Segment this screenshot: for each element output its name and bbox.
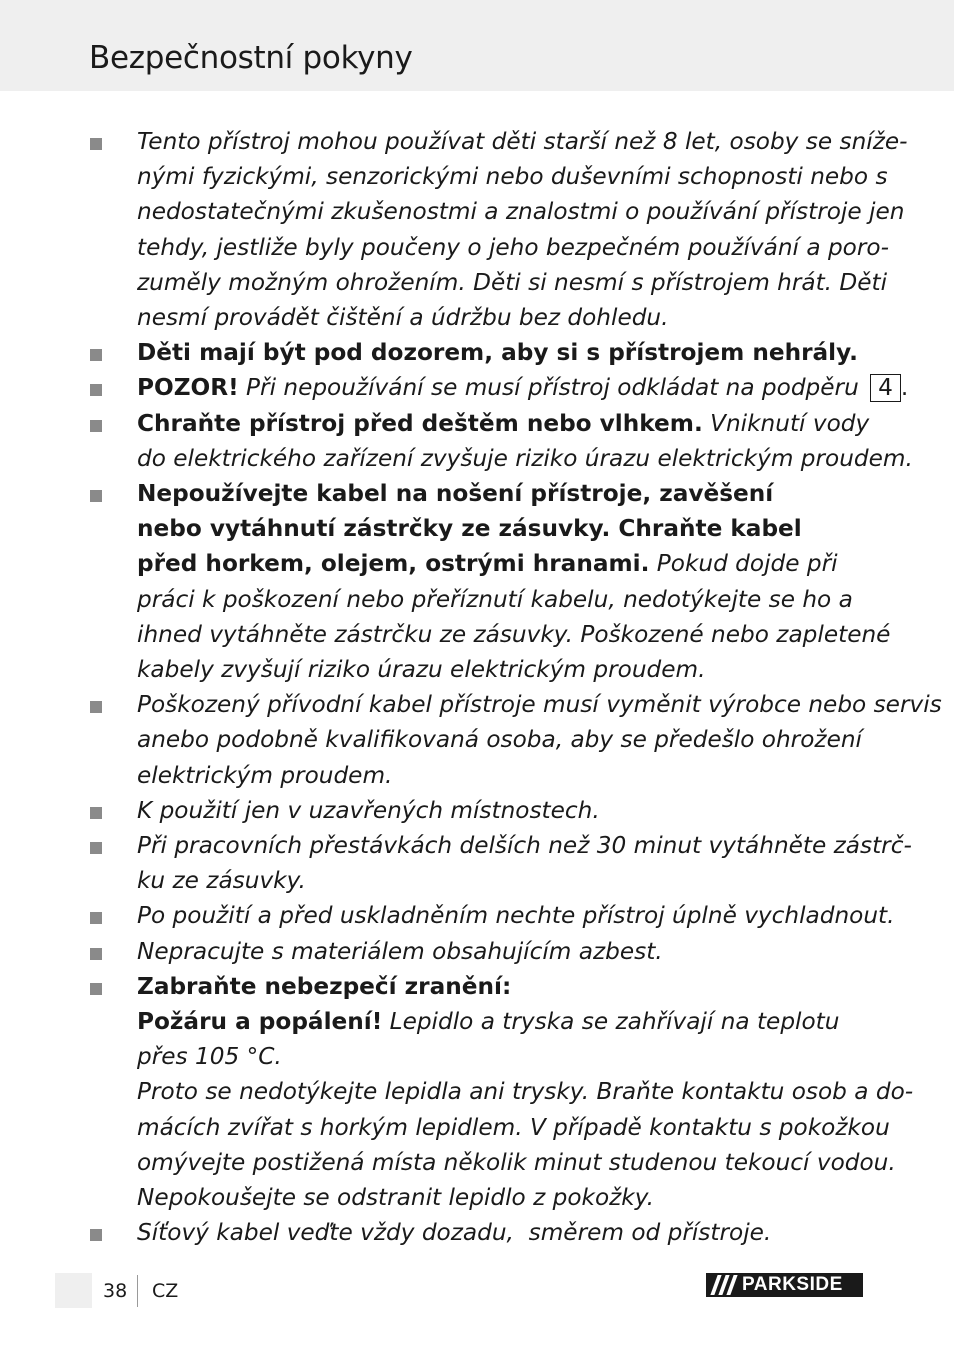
bullet-square-icon: [90, 490, 102, 502]
bullet-square-icon: [90, 912, 102, 924]
warning-label: POZOR!: [137, 374, 239, 402]
list-item: Nepracujte s materiálem obsahujícím azbest.: [0, 934, 877, 969]
list-item: Síťový kabel veďte vždy dozadu, směrem od přístroje.: [0, 1215, 877, 1250]
list-item: Zabraňte nebezpečí zranění: Požáru a popálení! Lepidlo a tryska se zahřívají na teplotu přes 105 °C. Proto se nedotýkejte lepidla ani trysky. Braňte kontaktu osob a do- mácích zvířat s horkým lepidlem. V případě kontaktu s pokožkou omývejte postižená místa několik minut studenou tekoucí vodou. Nepokoušejte se odstranit lepidlo z pokožky.: [0, 969, 877, 1215]
list-item: Děti mají být pod dozorem, aby si s přístrojem nehrály.: [0, 335, 877, 370]
list-item: Při pracovních přestávkách delších než 30 minut vytáhněte zástrč- ku ze zásuvky.: [0, 828, 877, 898]
list-item: Po použití a před uskladněním nechte přístroj úplně vychladnout.: [0, 898, 877, 933]
bullet-square-icon: [90, 349, 102, 361]
bullet-square-icon: [90, 138, 102, 150]
list-item: Nepoužívejte kabel na nošení přístroje, zavěšení nebo vytáhnutí zástrčky ze zásuvky. Chraňte kabel před horkem, olejem, ostrými hranami. Pokud dojde při práci k poškození nebo přeříznutí kabelu, nedotýkejte se ho a ihned vytáhněte zástrčku ze zásuvky. Poškozené nebo zapletené kabely zvyšují riziko úrazu elektrickým proudem.: [0, 476, 877, 687]
list-item: Chraňte přístroj před deštěm nebo vlhkem. Vniknutí vody do elektrického zařízení zvyšuje riziko úrazu elektrickým proudem.: [0, 406, 877, 476]
bullet-square-icon: [90, 948, 102, 960]
list-item: K použití jen v uzavřených místnostech.: [0, 793, 877, 828]
footer-divider: [137, 1275, 138, 1307]
bullet-square-icon: [90, 420, 102, 432]
footer-marker: [55, 1273, 92, 1308]
bullet-square-icon: [90, 384, 102, 396]
bullet-square-icon: [90, 701, 102, 713]
bullet-square-icon: [90, 1229, 102, 1241]
page-number: 38: [103, 1280, 128, 1302]
bullet-square-icon: [90, 807, 102, 819]
language-code: CZ: [152, 1280, 179, 1302]
brand-name: PARKSIDE: [742, 1274, 843, 1295]
page-title: Bezpečnostní pokyny: [89, 40, 413, 76]
brand-logo: [706, 1273, 863, 1297]
list-item: Tento přístroj mohou používat děti starší než 8 let, osoby se sníže- nými fyzickými, senzorickými nebo duševními schopnosti nebo s nedostatečnými zkušenostmi a znalostmi o používání přístroje jen tehdy, jestliže byly poučeny o jeho bezpečném používání a poro- zuměly možným ohrožením. Děti si nesmí s přístrojem hrát. Děti nesmí provádět čištění a údržbu bez dohledu.: [0, 124, 877, 335]
bullet-square-icon: [90, 983, 102, 995]
part-reference-box: 4: [870, 374, 901, 402]
list-item: Poškozený přívodní kabel přístroje musí vyměnit výrobce nebo servis anebo podobně kvalifikovaná osoba, aby se předešlo ohrožení elektrickým proudem.: [0, 687, 877, 793]
list-item: POZOR! Při nepoužívání se musí přístroj odkládat na podpěru 4 .: [0, 370, 877, 405]
safety-list: [0, 124, 954, 1251]
bullet-square-icon: [90, 842, 102, 854]
